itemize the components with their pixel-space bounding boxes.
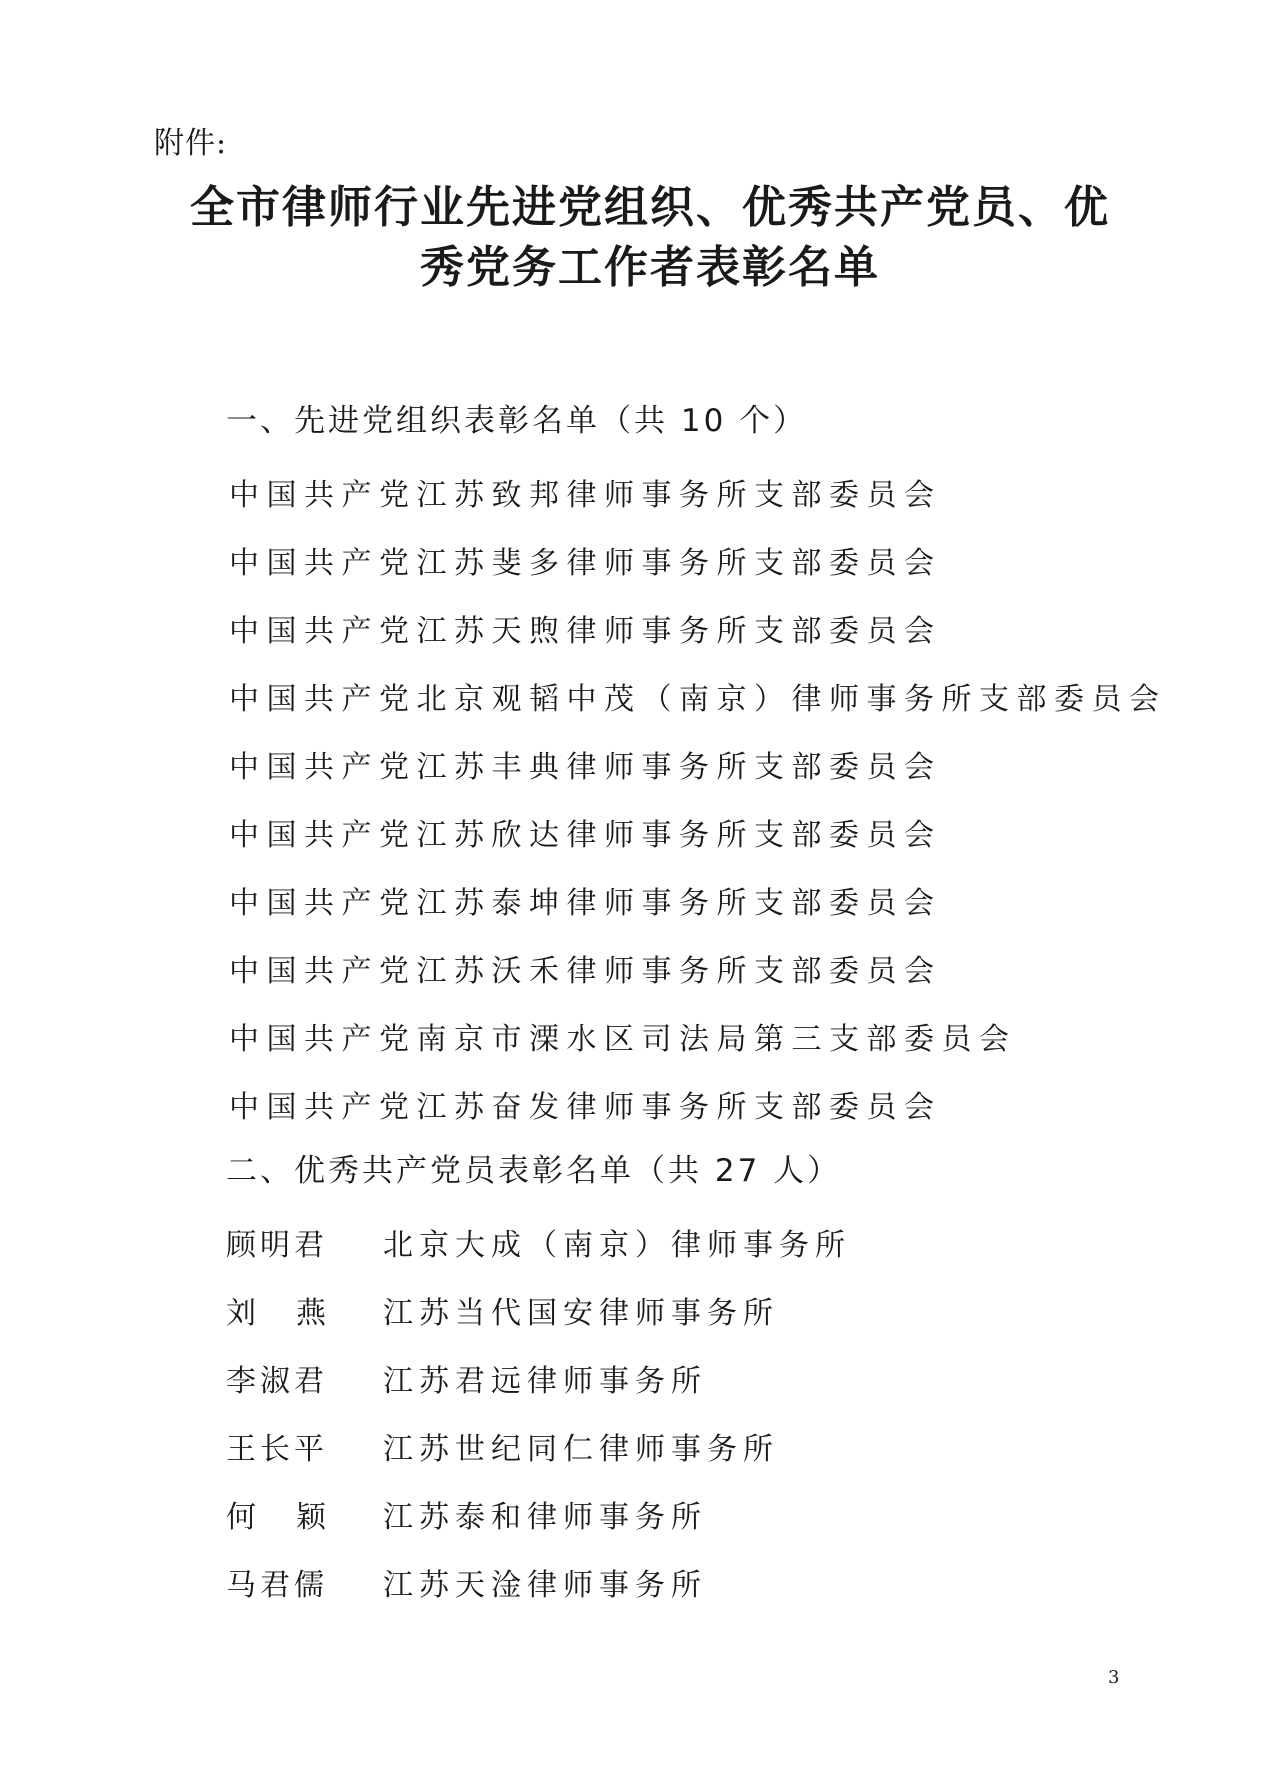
member-firm: 江苏泰和律师事务所 xyxy=(383,1500,707,1535)
section-2-heading: 二、优秀共产党员表彰名单（共 27 人） xyxy=(226,1153,842,1189)
list-item: 中国共产党江苏欣达律师事务所支部委员会 xyxy=(229,818,942,853)
document-title xyxy=(150,178,1150,298)
list-item: 中国共产党南京市溧水区司法局第三支部委员会 xyxy=(229,1022,1017,1057)
list-item: 中国共产党江苏丰典律师事务所支部委员会 xyxy=(229,750,942,785)
party-member-list xyxy=(226,1224,851,1632)
member-name: 何颖 xyxy=(226,1500,366,1535)
list-item: 中国共产党江苏斐多律师事务所支部委员会 xyxy=(229,546,942,581)
list-item xyxy=(226,1224,851,1292)
list-item xyxy=(226,1564,851,1632)
member-name: 王长平 xyxy=(226,1432,328,1467)
list-item: 中国共产党江苏致邦律师事务所支部委员会 xyxy=(229,478,942,513)
party-organization-list xyxy=(229,474,1167,1154)
list-item: 中国共产党江苏沃禾律师事务所支部委员会 xyxy=(229,954,942,989)
member-firm: 江苏世纪同仁律师事务所 xyxy=(383,1432,779,1467)
list-item xyxy=(226,1496,851,1564)
list-item: 中国共产党江苏泰坤律师事务所支部委员会 xyxy=(229,886,942,921)
page-number: 3 xyxy=(1108,1667,1120,1688)
member-firm: 江苏天淦律师事务所 xyxy=(383,1568,707,1603)
list-item xyxy=(226,1428,851,1496)
list-item: 中国共产党江苏天煦律师事务所支部委员会 xyxy=(229,614,942,649)
member-name: 李淑君 xyxy=(226,1364,328,1399)
attachment-label: 附件: xyxy=(154,126,228,161)
document-title-line-1: 全市律师行业先进党组织、优秀共产党员、优 xyxy=(190,182,1110,233)
member-firm: 江苏当代国安律师事务所 xyxy=(383,1296,779,1331)
list-item xyxy=(226,1292,851,1360)
member-name: 马君儒 xyxy=(226,1568,328,1603)
member-name: 刘燕 xyxy=(226,1296,366,1331)
section-1-heading: 一、先进党组织表彰名单（共 10 个） xyxy=(226,403,808,439)
list-item xyxy=(226,1360,851,1428)
member-firm: 江苏君远律师事务所 xyxy=(383,1364,707,1399)
document-title-line-2: 秀党务工作者表彰名单 xyxy=(420,242,880,293)
list-item: 中国共产党北京观韬中茂（南京）律师事务所支部委员会 xyxy=(229,682,1167,717)
member-name: 顾明君 xyxy=(226,1228,328,1263)
list-item: 中国共产党江苏奋发律师事务所支部委员会 xyxy=(229,1090,942,1125)
member-firm: 北京大成（南京）律师事务所 xyxy=(383,1228,851,1263)
